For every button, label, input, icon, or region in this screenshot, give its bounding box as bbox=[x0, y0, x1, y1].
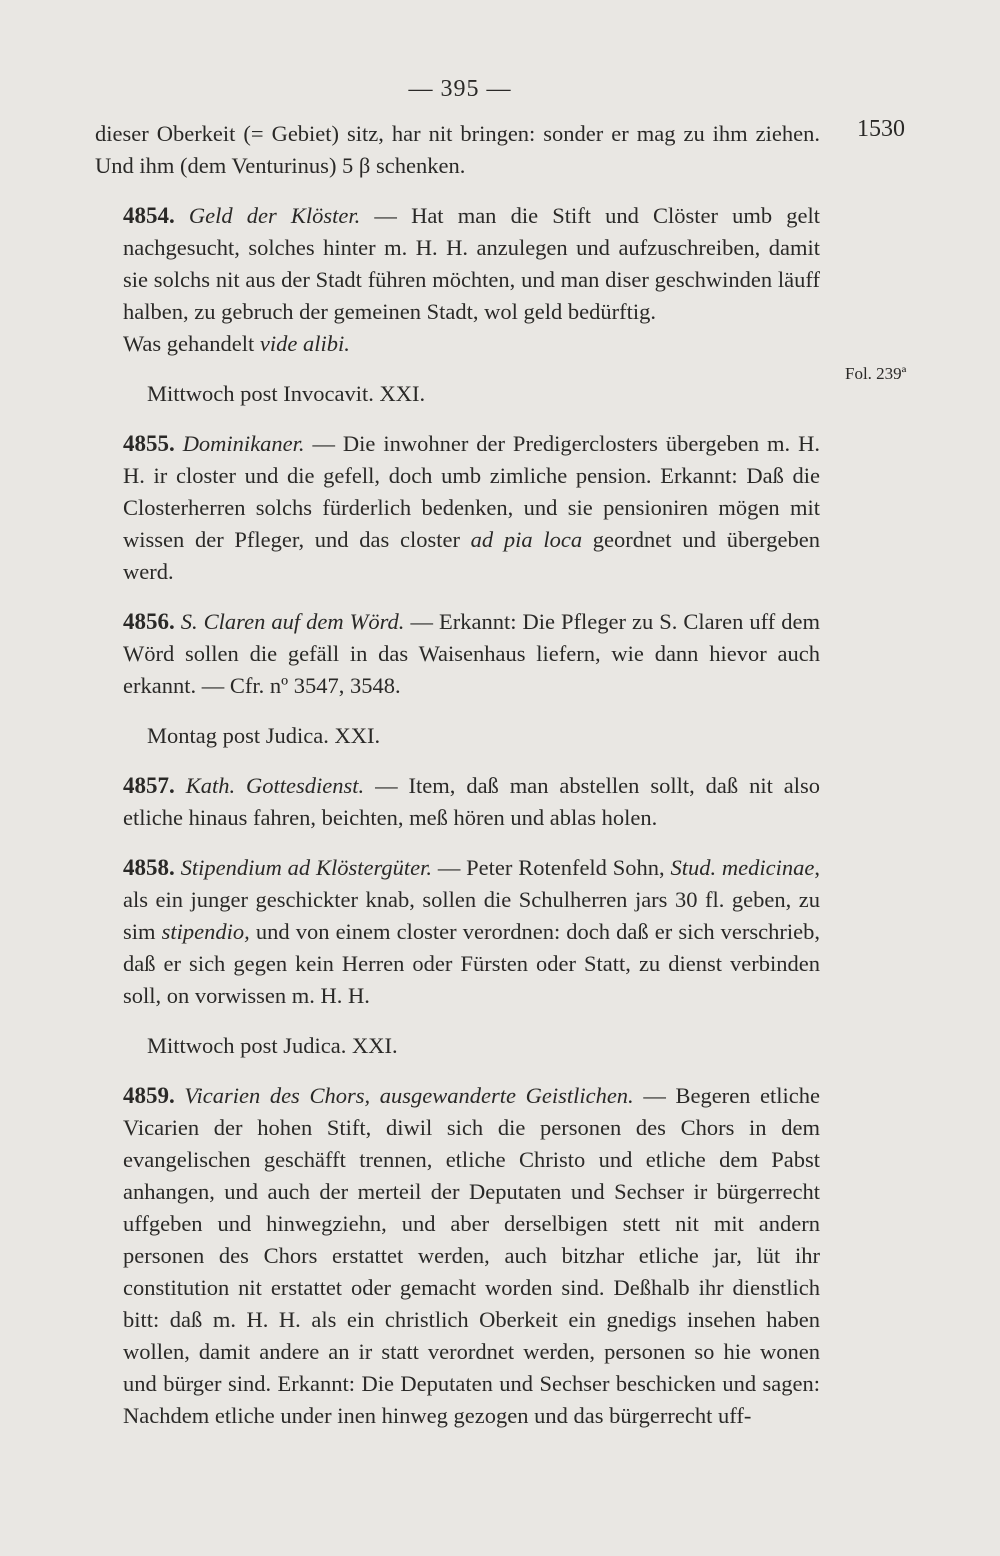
entry-4856 bbox=[95, 606, 820, 702]
entry-4857 bbox=[95, 770, 820, 834]
entry-text: — Item, daß man abstellen sollt, daß nit also etliche hinaus fahren, beichten, meß hören und ablas holen. bbox=[123, 773, 821, 830]
entry-title: Dominikaner. bbox=[182, 431, 305, 456]
entry-number: 4855. bbox=[123, 431, 175, 456]
entry-4854 bbox=[95, 200, 820, 328]
paragraph: dieser Oberkeit (= Gebiet) sitz, har nit bringen: sonder er mag zu ihm ziehen. Und ihm (dem Venturinus) 5 β schenken. bbox=[95, 121, 820, 178]
margin-year: 1530 bbox=[857, 116, 905, 142]
entry-text: — Peter Rotenfeld Sohn, bbox=[432, 855, 671, 880]
date-heading: Montag post Judica. XXI. bbox=[147, 723, 381, 748]
entry-text: — Hat man die Stift und Clöster umb gelt nachgesucht, solches hinter m. H. H. anzulegen und aufzuschreiben, damit sie solchs nit aus der Stadt führen möchten, und man diser geschwinden läuff halben, zu gebruch der gemeinen Stadt, wol geld bedürftig. bbox=[123, 203, 820, 324]
entry-text: — Die inwohner der Predigerclosters übergeben m. H. H. ir closter und die gefell, doch umb zimliche pension. Erkannt: Daß die Closterherren solchs fürderlich bedenken, und sie pensioniren mögen mit wissen der Pfleger, und das closter bbox=[123, 431, 820, 552]
date-heading: Mittwoch post Invocavit. XXI. bbox=[147, 381, 426, 406]
entry-number: 4857. bbox=[123, 773, 175, 798]
entry-4858: 4858. Stipendium ad Klöstergüter. — Peter Rotenfeld Sohn, Stud. medicinae, als ein junger geschickter knab, sollen die Schulherren jars 30 fl. geben, zu sim stipendio, und von einem closter verordnen: doch daß er sich verschrieb, daß er sich gegen kein Herren oder Fürsten oder Statt, zu dienst verbinden soll, on vorwissen m. H. H. bbox=[123, 855, 821, 1008]
latin-phrase: ad pia loca bbox=[470, 527, 583, 552]
margin-folio: Fol. 239ª bbox=[845, 364, 907, 383]
entry-number: 4854. bbox=[123, 203, 175, 228]
entry-number: 4858. bbox=[123, 855, 175, 880]
page-number: — 395 — bbox=[408, 76, 512, 102]
entry-number: 4859. bbox=[123, 1083, 175, 1108]
cross-reference: Was gehandelt vide alibi. bbox=[123, 331, 350, 356]
entry-number: 4856. bbox=[123, 609, 175, 634]
entry-title: Vicarien des Chors, ausgewanderte Geistlichen. bbox=[184, 1083, 634, 1108]
latin-phrase: Stud. medicinae bbox=[670, 855, 815, 880]
entry-title: Geld der Klöster. bbox=[188, 203, 361, 228]
body-text bbox=[95, 118, 820, 1432]
latin-phrase: stipendio, bbox=[161, 919, 250, 944]
entry-title: Kath. Gottesdienst. bbox=[185, 773, 365, 798]
entry-title: Stipendium ad Klöstergüter. bbox=[180, 855, 433, 880]
entry-4855: 4855. Dominikaner. — Die inwohner der Predigerclosters übergeben m. H. H. ir closter und die gefell, doch umb zimliche pension. Erkannt: Daß die Closterherren solchs fürderlich bedenken, und sie pensioniren mögen mit wissen der Pfleger, und das closter ad pia loca geordnet und übergeben werd. bbox=[123, 431, 820, 584]
date-heading: Mittwoch post Judica. XXI. bbox=[147, 1033, 398, 1058]
entry-title: S. Claren auf dem Wörd. bbox=[180, 609, 405, 634]
entry-text: — Begeren etliche Vicarien der hohen Stift, diwil sich die personen des Chors in dem evangelischen geschäfft trennen, etliche Christo und etliche dem Pabst anhangen, und auch der merteil der Deputaten und Sechser ir bürgerrecht uffgeben und hinwegziehn, und aber derselbigen stett nit mit andern personen des Chors erstattet werden, auch bitzhar etliche jar, lüt ihr constitution nit erstattet oder gemacht worden sind. Deßhalb ihr dienstlich bitt: daß m. H. H. als ein christlich Oberkeit ein gnedigs insehen haben wollen, damit andere an ir statt verordnet werden, personen so hie wonen und bürger sind. Erkannt: Die Deputaten und Sechser beschicken und sagen: Nachdem etliche under inen hinweg gezogen und das bürgerrecht uff- bbox=[123, 1083, 820, 1428]
entry-text: — Erkannt: Die Pfleger zu S. Claren uff dem Wörd sollen die gefäll in das Waisenhaus liefern, wie dann hievor auch erkannt. — Cfr. nº 3547, 3548. bbox=[123, 609, 820, 698]
entry-4859 bbox=[95, 1080, 820, 1432]
